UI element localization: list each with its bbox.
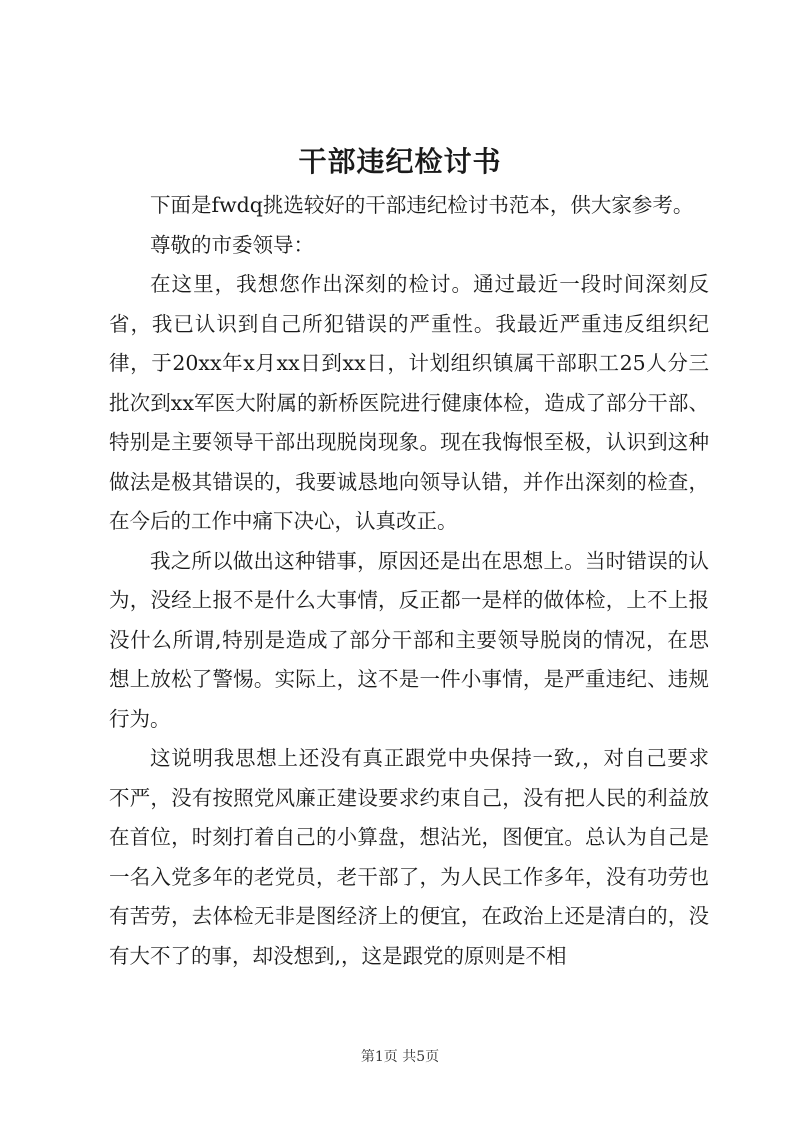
- paragraph-1: 在这里，我想您作出深刻的检讨。通过最近一段时间深刻反省，我已认识到自己所犯错误的严重性。我最近严重违反组织纪律，于20xx年x月xx日到xx日，计划组织镇属干部职工25人分三批次到xx军医大附属的新桥医院进行健康体检，造成了部分干部、特别是主要领导干部出现脱岗现象。现在我悔恨至极，认识到这种做法是极其错误的，我要诚恳地向领导认错，并作出深刻的检查，在今后的工作中痛下决心，认真改正。: [109, 272, 709, 533]
- paragraph-salutation: 尊敬的市委领导：: [150, 232, 314, 257]
- paragraph-intro: 下面是fwdq挑选较好的干部违纪检讨书范本，供大家参考。: [150, 193, 694, 217]
- paragraph-2: 我之所以做出这种错事，原因还是出在思想上。当时错误的认为，没经上报不是什么大事情，反正都一是样的做体检，上不上报没什么所谓,特别是造成了部分干部和主要领导脱岗的情况，在思想上放松了警惕。实际上，这不是一件小事情，是严重违纪、违规行为。: [109, 548, 709, 731]
- document-body: [109, 186, 709, 976]
- paragraph-3: 这说明我思想上还没有真正跟党中央保持一致,，对自己要求不严，没有按照党风廉正建设要求约束自己，没有把人民的利益放在首位，时刻打着自己的小算盘，想沾光，图便宜。总认为自己是一名入党多年的老党员，老干部了，为人民工作多年，没有功劳也有苦劳，去体检无非是图经济上的便宜，在政治上还是清白的，没有大不了的事，却没想到,，这是跟党的原则是不相: [109, 746, 709, 968]
- page-title: 干部违纪检讨书: [298, 145, 502, 178]
- page-footer: 第1页 共5页: [360, 1049, 440, 1065]
